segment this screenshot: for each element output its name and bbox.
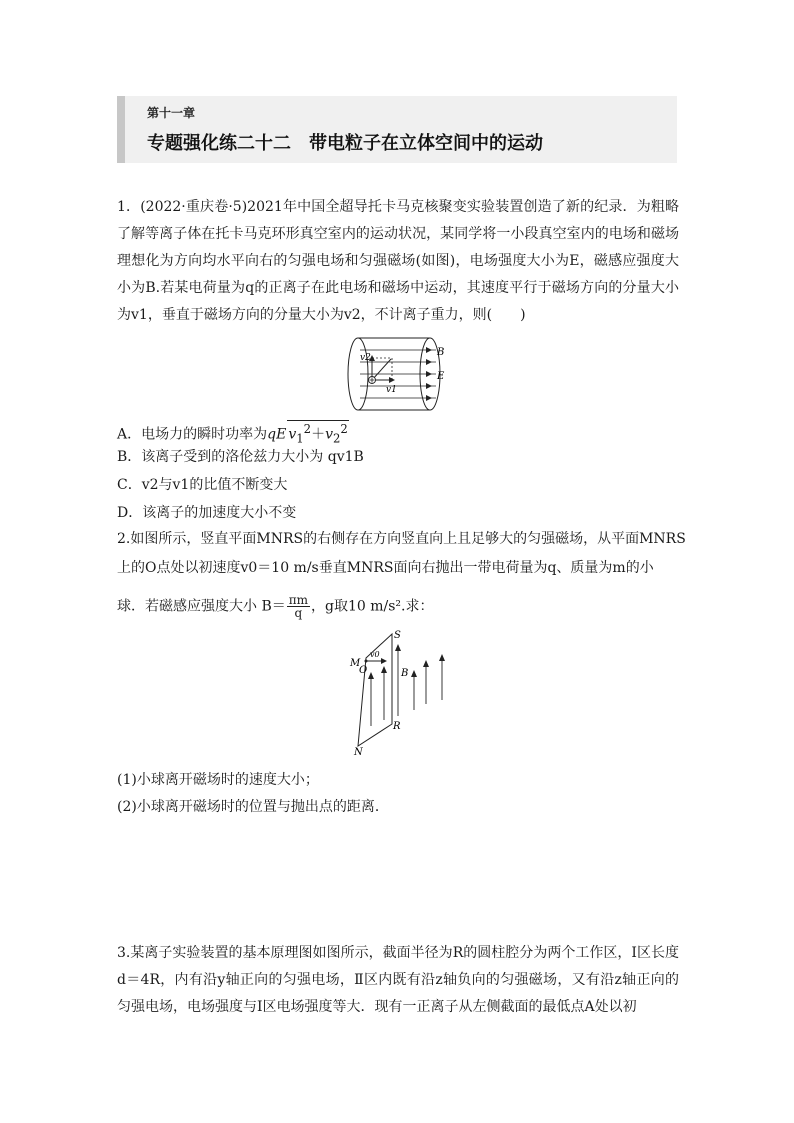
page-title: 专题强化练二十二 带电粒子在立体空间中的运动: [147, 133, 543, 154]
b-fraction: [287, 594, 310, 619]
point-o: [365, 660, 368, 663]
q2-stem-line3: [117, 594, 433, 619]
q2-figure: [340, 628, 450, 756]
q1-option-d: D．该离子的加速度大小不变: [117, 505, 297, 521]
option-a-radical: $v_1^2+v_2^2$: [288, 422, 348, 446]
label-E: E: [437, 371, 445, 382]
header-accent-bar: [117, 96, 125, 163]
label-S: S: [394, 630, 401, 641]
q2-sub1: (1)小球离开磁场时的速度大小；: [117, 772, 319, 788]
q2-stem-line2: 上的O点处以初速度v0＝10 m/s垂直MNRS面向右抛出一带电荷量为q、质量为m的小: [117, 560, 654, 576]
q1-option-a: A．电场力的瞬时功率为qE $v_1^2+v_2^2$: [117, 422, 348, 446]
label-v0: v0: [370, 650, 380, 659]
q1-stem: 1．(2022·重庆卷·5)2021年中国全超导托卡马克核聚变实验装置创造了新的纪录．为粗略了解等离子体在托卡马克环形真空室内的运动状况，某同学将一小段真空室内的电场和磁场理想化为方向均水平向右的匀强电场和匀强磁场(如图)，电场强度大小为E，磁感应强度大小为B.若某电荷量为q的正离子在此电场和磁场中运动，其速度平行于磁场方向的分量大小为v1，垂直于磁场方向的分量大小为v2，不计离子重力，则( ): [117, 199, 679, 323]
q2-stem-line1: 2.如图所示，竖直平面MNRS的右侧存在方向竖直向上且足够大的匀强磁场，从平面MNRS: [117, 531, 686, 547]
b-fraction-den: q: [294, 606, 303, 620]
label-v1: v1: [386, 385, 397, 395]
label-N: N: [354, 747, 363, 756]
chapter-header: [117, 96, 677, 163]
q3-stem: 3.某离子实验装置的基本原理图如图所示，截面半径为R的圆柱腔分为两个工作区，Ⅰ区长度d＝4R，内有沿y轴正向的匀强电场，Ⅱ区内既有沿z轴负向的匀强磁场，又有沿z轴正向的匀强电场，电场强度与Ⅰ区电场强度等大．现有一正离子从左侧截面的最低点A处以初: [117, 945, 679, 1015]
q1-option-b: B．该离子受到的洛伦兹力大小为 qv1B: [117, 449, 364, 465]
b-fraction-num: πm: [288, 593, 309, 607]
label-O: O: [359, 665, 368, 676]
label-B: B: [437, 347, 445, 358]
q1-figure: [346, 334, 446, 414]
q2-stem-line3-pre: 球．若磁感应强度大小 B＝: [117, 598, 286, 615]
q2-stem-line3-post: ，g取10 m/s².求：: [311, 598, 434, 615]
option-a-text: A．电场力的瞬时功率为: [117, 426, 268, 443]
chapter-label: 第十一章: [147, 106, 196, 120]
label-M: M: [350, 658, 361, 669]
q1-option-c: C．v2与v1的比值不断变大: [117, 477, 288, 493]
label-v2: v2: [360, 353, 371, 363]
label-R: R: [393, 721, 401, 732]
q2-sub2: (2)小球离开磁场时的位置与抛出点的距离．: [117, 799, 389, 815]
label-B: B: [401, 668, 409, 679]
